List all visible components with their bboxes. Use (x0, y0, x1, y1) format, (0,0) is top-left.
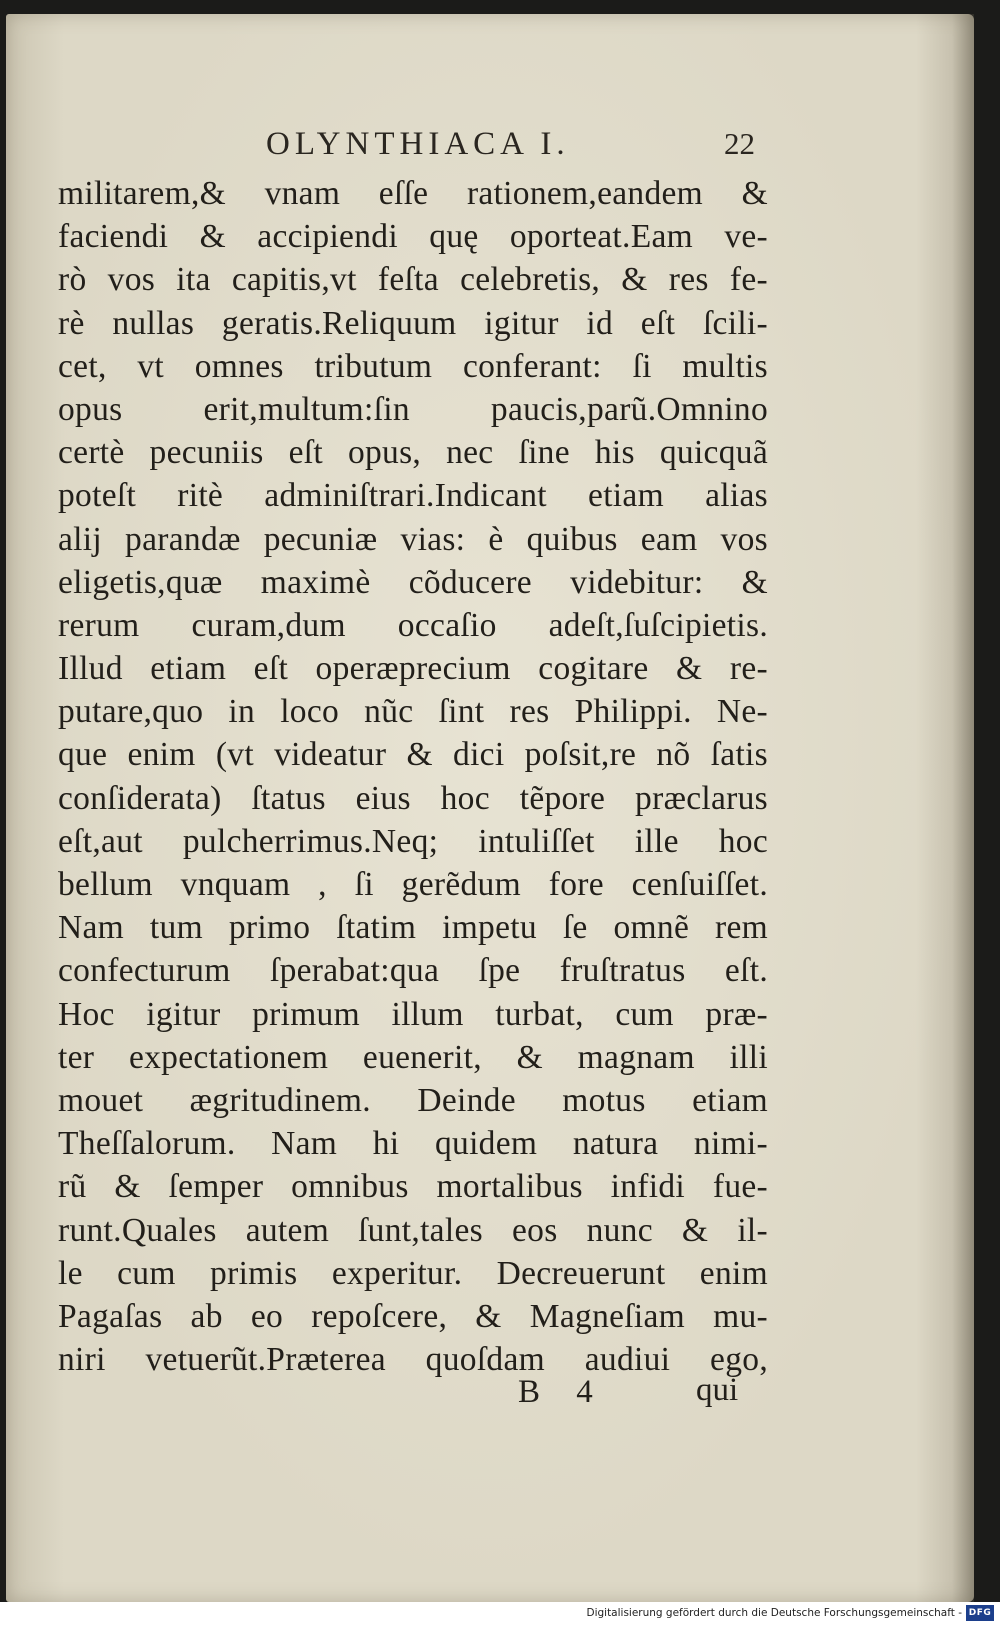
text-line: militarem,& vnam eſſe rationem,eandem & (58, 175, 768, 212)
text-line: putare,quo in loco nũc ſint res Philippi. Ne- (58, 693, 768, 731)
page-fold-shadow (952, 14, 974, 1602)
text-line: mouet ægritudinem. Deinde motus etiam (58, 1081, 768, 1119)
text-line: Theſſalorum. Nam hi quidem natura nimi- (58, 1125, 768, 1163)
text-line: rerum curam,dum occaſio adeſt,ſuſcipietis. (58, 606, 768, 644)
text-line: niri vetuerũt.Præterea quoſdam audiui ego, (58, 1341, 768, 1379)
text-line: confecturum ſperabat:qua ſpe fruſtratus eſt. (58, 952, 768, 990)
text-line: ter expectationem euenerit, & magnam illi (58, 1038, 768, 1076)
text-line: rũ & ſemper omnibus mortalibus infidi fue- (58, 1168, 768, 1206)
funding-credit: Digitalisierung gefördert durch die Deutsche Forschungsgemeinschaft - (586, 1607, 962, 1619)
digitization-footer (0, 1602, 1000, 1627)
text-line: eſt,aut pulcherrimus.Neq; intuliſſet ille hoc (58, 822, 768, 860)
text-line: conſiderata) ſtatus eius hoc tẽpore præclarus (58, 779, 768, 817)
text-line: rè nullas geratis.Reliquum igitur id eſt ſcili- (58, 304, 768, 342)
text-line: rò vos ita capitis,vt feſta celebretis, & res fe- (58, 261, 768, 299)
book-page (6, 14, 974, 1602)
running-head: OLYNTHIACA I. (266, 126, 570, 162)
text-line: certè pecuniis eſt opus, nec ſine his quicquã (58, 434, 768, 472)
dfg-logo: DFG (966, 1605, 994, 1621)
text-line: poteſt ritè adminiſtrari.Indicant etiam alias (58, 477, 768, 515)
text-line: alij parandæ pecuniæ vias: è quibus eam vos (58, 520, 768, 558)
text-line: Nam tum primo ſtatim impetu ſe omnẽ rem (58, 909, 768, 947)
text-line: cet, vt omnes tributum conferant: ſi multis (58, 347, 768, 385)
text-line: faciendi & accipiendi quę oporteat.Eam ve- (58, 218, 768, 256)
text-line: Pagaſas ab eo repoſcere, & Magneſiam mu- (58, 1297, 768, 1335)
catchword: qui (696, 1372, 739, 1408)
text-line: bellum vnquam , ſi gerẽdum fore cenſuiſſet. (58, 866, 768, 903)
text-line: eligetis,quæ maximè cõducere videbitur: & (58, 563, 768, 601)
text-line: Hoc igitur primum illum turbat, cum præ- (58, 995, 768, 1033)
text-line: le cum primis experitur. Decreuerunt enim (58, 1254, 768, 1292)
body-text (58, 172, 768, 1381)
page-number: 22 (724, 126, 755, 161)
text-line: runt.Quales autem ſunt,tales eos nunc & il- (58, 1211, 768, 1249)
text-line: Illud etiam eſt operæprecium cogitare & re- (58, 650, 768, 688)
signature-mark: B 4 (518, 1374, 607, 1410)
text-line: que enim (vt videatur & dici poſsit,re nõ ſatis (58, 736, 768, 774)
text-line: opus erit,multum:ſin paucis,parũ.Omnino (58, 390, 768, 428)
